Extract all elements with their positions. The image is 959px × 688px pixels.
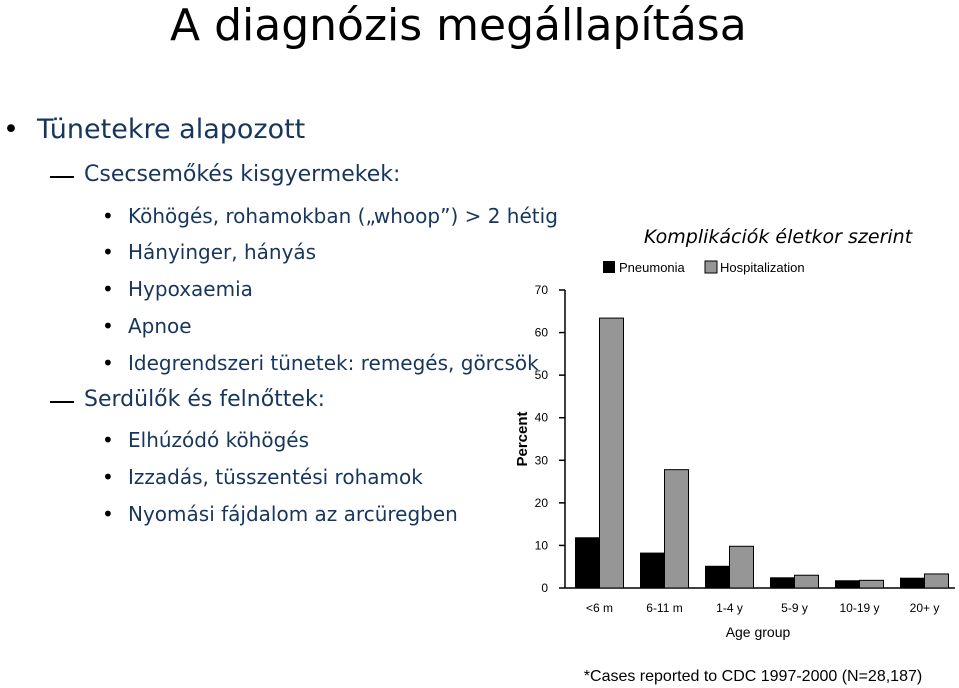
x-axis-label: Age group — [725, 624, 791, 640]
bar-pneumonia — [576, 538, 600, 588]
bullet-item: • Izzadás, tüsszentési rohamok — [128, 465, 423, 489]
bar-hospitalization — [860, 580, 884, 588]
y-tick-label: 60 — [534, 325, 548, 340]
bar-pneumonia — [901, 578, 925, 588]
bullet-group-infants: Csecsemőkés kisgyermekek: — [84, 162, 401, 187]
legend-swatch-hospitalization — [705, 261, 717, 273]
bullet-group-adults: Serdülők és felnőttek: — [84, 387, 326, 412]
x-tick-label: <6 m — [585, 601, 614, 615]
bullet-item: • Elhúzódó köhögés — [128, 428, 309, 452]
bullet-item: • Apnoe — [128, 314, 192, 338]
y-tick-label: 70 — [534, 283, 548, 297]
bar-pneumonia — [706, 566, 730, 588]
y-tick-label: 50 — [534, 368, 548, 383]
bullet-item: • Köhögés, rohamokban („whoop”) > 2 hétig — [128, 204, 558, 228]
legend-label-hospitalization: Hospitalization — [720, 260, 805, 275]
x-tick-label: 5-9 y — [781, 601, 808, 615]
legend-swatch-pneumonia — [603, 261, 615, 273]
bullet-item: • Idegrendszeri tünetek: remegés, görcsök — [128, 351, 539, 375]
x-tick-label: 1-4 y — [716, 601, 743, 615]
footnote: *Cases reported to CDC 1997-2000 (N=28,187) — [583, 668, 923, 685]
bar-hospitalization — [925, 574, 949, 588]
y-tick-label: 0 — [541, 581, 548, 595]
bar-pneumonia — [771, 578, 795, 588]
bullet-main: • Tünetekre alapozott — [37, 114, 305, 145]
bar-pneumonia — [641, 553, 665, 588]
y-axis-label: Percent — [514, 411, 531, 467]
bullet-item: • Hányinger, hányás — [128, 240, 316, 264]
bullet-item: • Nyomási fájdalom az arcüregben — [128, 502, 458, 526]
x-tick-label: 6-11 m — [646, 601, 683, 615]
y-tick-label: 20 — [534, 495, 548, 510]
slide-title: A diagnózis megállapítása — [170, 0, 747, 51]
bar-pneumonia — [836, 581, 860, 588]
bullet-item: • Hypoxaemia — [128, 277, 253, 301]
bar-hospitalization — [795, 575, 819, 588]
bars — [576, 318, 949, 588]
y-tick-label: 30 — [534, 453, 548, 468]
legend — [603, 260, 805, 275]
bar-hospitalization — [730, 546, 754, 588]
chart-title: Komplikációk életkor szerint — [643, 226, 913, 248]
y-tick-label: 40 — [534, 410, 548, 425]
legend-label-pneumonia: Pneumonia — [619, 260, 685, 275]
bar-hospitalization — [600, 318, 624, 588]
x-tick-label: 10-19 y — [839, 601, 880, 615]
x-tick-label: 20+ y — [909, 601, 940, 615]
bar-hospitalization — [665, 470, 689, 588]
y-tick-label: 10 — [534, 538, 548, 553]
